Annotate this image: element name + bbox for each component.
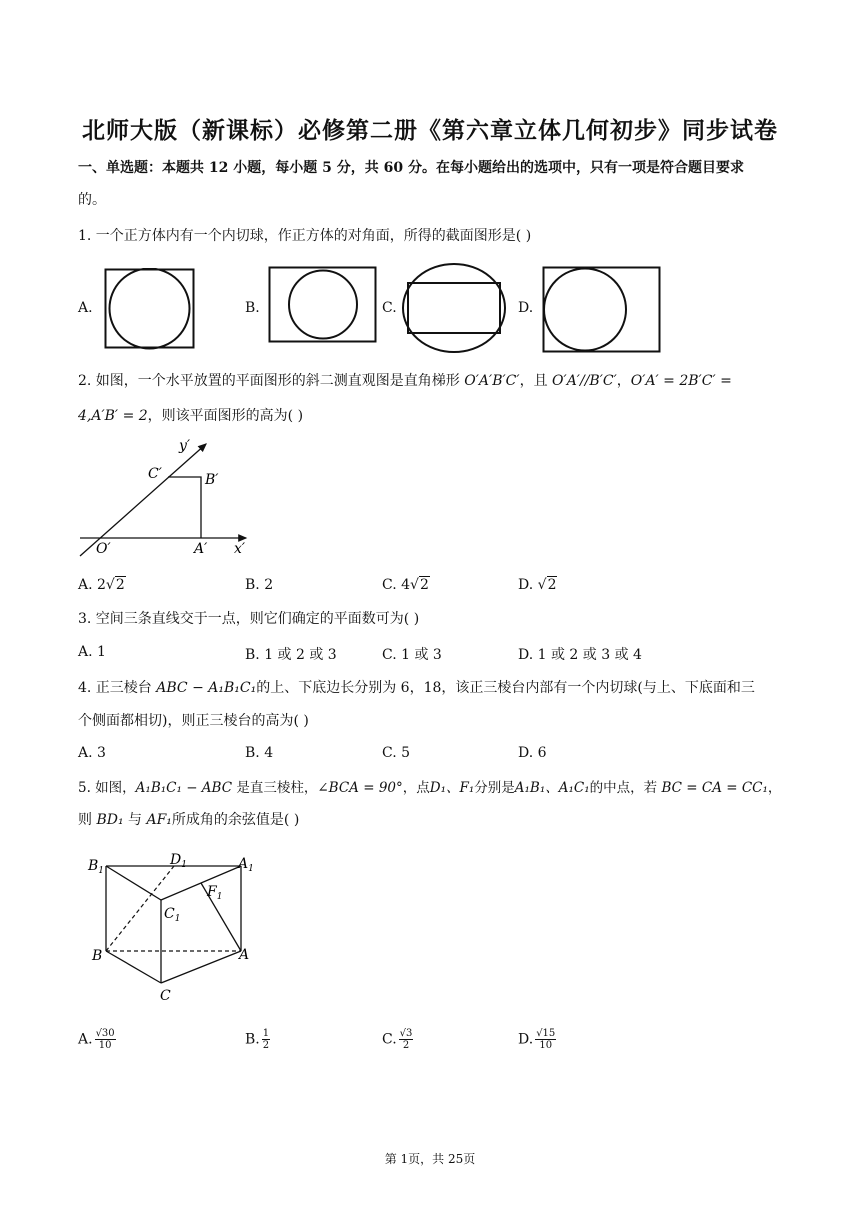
q1-figure-a [104,268,196,350]
q3-option-c: C. 1 或 3 [382,647,442,663]
question-5-stem-line1: 5. 如图，A₁B₁C₁ − ABC 是直三棱柱，∠BCA = 90°，点D₁、F₁分别是A₁B₁、A₁C₁的中点，若 BC = CA = CC₁， [78,780,782,796]
q2-option-c: C. 4√2 [382,577,429,593]
q5-option-a: A. $\frac{√30}{10}$ [78,1028,115,1051]
label-o: O′ [96,541,111,557]
q2-option-b: B. 2 [245,577,274,593]
q4-option-b: B. 4 [245,745,274,761]
q1-option-d: D. [518,300,534,316]
q1-figure-b [268,266,378,344]
label-c: C′ [148,466,162,482]
label-f1: $F_1$ [207,884,223,902]
question-1-stem: 1. 一个正方体内有一个内切球，作正方体的对角面，所得的截面图形是( ) [78,228,532,244]
question-3-stem: 3. 空间三条直线交于一点，则它们确定的平面数可为( ) [78,611,420,627]
q1-option-b: B. [245,300,260,316]
q4-option-d: D. 6 [518,745,547,761]
page-title: 北师大版（新课标）必修第二册《第六章立体几何初步》同步试卷 [82,117,778,144]
q5-option-b: B. $\frac{1}{2}$ [245,1028,270,1051]
q1-figure-c [400,262,508,354]
q3-option-a: A. 1 [78,644,106,660]
q1-option-a: A. [78,300,93,316]
label-b: B [92,948,103,964]
label-y: y′ [179,438,191,454]
q4-option-c: C. 5 [382,745,411,761]
page-footer: 第 1页，共 25页 [384,1152,476,1166]
q3-option-d: D. 1 或 2 或 3 或 4 [518,647,642,663]
label-a: A′ [194,541,208,557]
q5-option-d: D. $\frac{√15}{10}$ [518,1028,556,1051]
section-heading: 一、单选题：本题共 12 小题，每小题 5 分，共 60 分。在每小题给出的选项中，只有一项是符合题目要求 [78,160,744,176]
q4-option-a: A. 3 [78,745,106,761]
q1-figure-d [542,266,662,354]
label-b1: $B_1$ [88,858,105,876]
q2-oblique-figure [76,432,256,564]
question-4-stem-line2: 个侧面都相切)，则正三棱台的高为( ) [78,713,309,729]
label-a1: $A_1$ [238,856,254,874]
label-c1: $C_1$ [164,906,181,924]
question-2-stem-line2: 4,A′B′ = 2，则该平面图形的高为( ) [78,408,304,424]
label-a: A [239,947,250,963]
question-2-stem-line1: 2. 如图，一个水平放置的平面图形的斜二测直观图是直角梯形 O′A′B′C′，且 O′A′//B′C′，O′A′ = 2B′C′ = [78,373,732,389]
q2-option-a: A. 2√2 [78,577,125,593]
question-4-stem-line1: 4. 正三棱台 ABC − A₁B₁C₁的上、下底边长分别为 6，18，该正三棱台内部有一个内切球(与上、下底面和三 [78,680,755,696]
section-heading-continued: 的。 [78,192,106,208]
q2-option-d: D. √2 [518,577,557,593]
q5-prism-figure [86,848,266,1004]
label-b: B′ [205,472,219,488]
label-d1: $D_1$ [170,852,187,870]
y-axis [80,444,206,556]
q1-option-c: C. [382,300,397,316]
question-5-stem-line2: 则 BD₁ 与 AF₁所成角的余弦值是( ) [78,812,300,828]
label-x: x′ [234,541,246,557]
label-c: C [160,988,171,1004]
q3-option-b: B. 1 或 2 或 3 [245,647,337,663]
q5-option-c: C. $\frac{√3}{2}$ [382,1028,413,1051]
